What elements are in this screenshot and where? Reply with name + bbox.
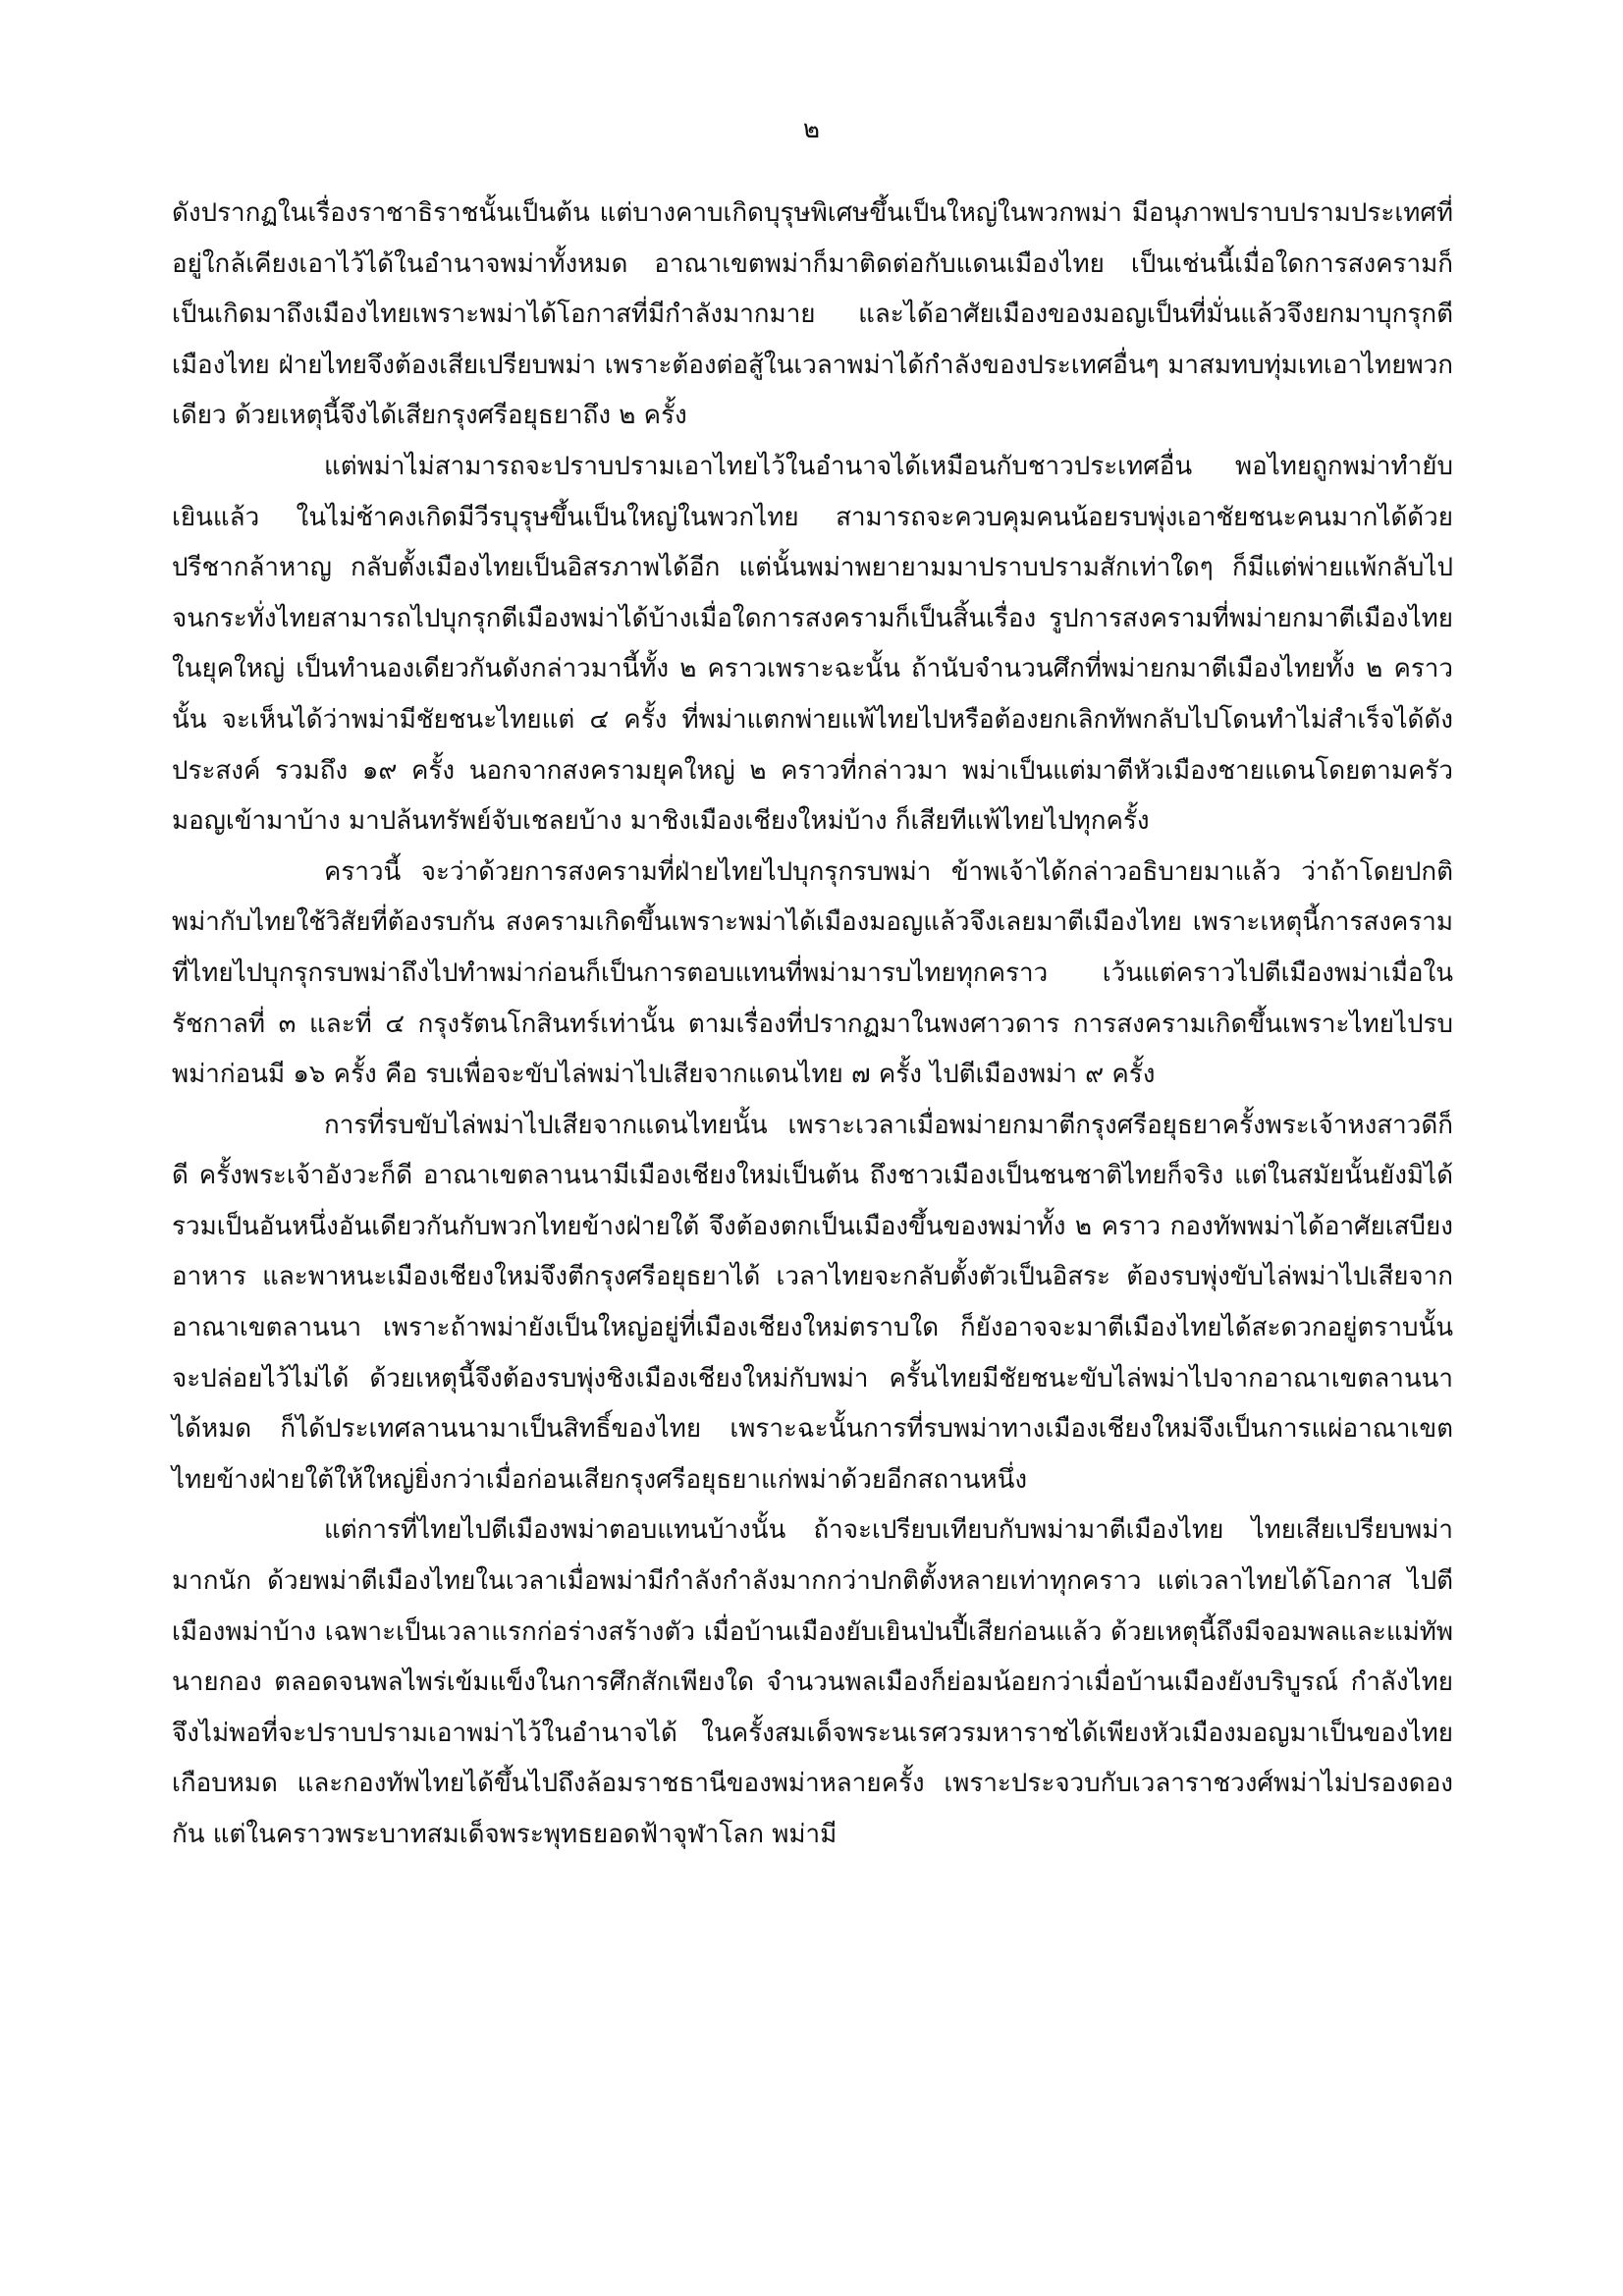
paragraph-3: คราวนี้ จะว่าด้วยการสงครามที่ฝ่ายไทยไปบุกรุกรบพม่า ข้าพเจ้าได้กล่าวอธิบายมาแล้ว ว่าถ้าโดยปกติพม่ากับไทยใช้วิสัยที่ต้องรบกัน สงครามเกิดขึ้นเพราะพม่าได้เมืองมอญแล้วจึงเลยมาตีเมืองไทย เพราะเหตุนี้การสงครามที่ไทยไปบุกรุกรบพม่าถึงไปทำพม่าก่อนก็เป็นการตอบแทนที่พม่ามารบไทยทุกคราว เว้นแต่คราวไปตีเมืองพม่าเมื่อในรัชกาลที่ ๓ และที่ ๔ กรุงรัตนโกสินทร์เท่านั้น ตามเรื่องที่ปรากฏมาในพงศาวดาร การสงครามเกิดขึ้นเพราะไทยไปรบพม่าก่อนมี ๑๖ ครั้ง คือ รบเพื่อจะขับไล่พม่าไปเสียจากแดนไทย ๗ ครั้ง ไปตีเมืองพม่า ๙ ครั้ง xyxy=(172,856,1453,1090)
page-number: ๒ xyxy=(802,115,821,144)
paragraph-5: แต่การที่ไทยไปตีเมืองพม่าตอบแทนบ้างนั้น ถ้าจะเปรียบเทียบกับพม่ามาตีเมืองไทย ไทยเสียเปรียบพม่ามากนัก ด้วยพม่าตีเมืองไทยในเวลาเมื่อพม่ามีกำลังกำลังมากกว่าปกติตั้งหลายเท่าทุกคราว แต่เวลาไทยได้โอกาส ไปตีเมืองพม่าบ้าง เฉพาะเป็นเวลาแรกก่อร่างสร้างตัว เมื่อบ้านเมืองยับเยินป่นปี้เสียก่อนแล้ว ด้วยเหตุนี้ถึงมีจอมพลและแม่ทัพนายกอง ตลอดจนพลไพร่เข้มแข็งในการศึกสักเพียงใด จำนวนพลเมืองก็ย่อมน้อยกว่าเมื่อบ้านเมืองยังบริบูรณ์ กำลังไทยจึงไม่พอที่จะปราบปรามเอาพม่าไว้ในอำนาจได้ ในครั้งสมเด็จพระนเรศวรมหาราชได้เพียงหัวเมืองมอญมาเป็นของไทยเกือบหมด และกองทัพไทยได้ขึ้นไปถึงล้อมราชธานีของพม่าหลายครั้ง เพราะประจวบกับเวลาราชวงศ์พม่าไม่ปรองดองกัน แต่ในคราวพระบาทสมเด็จพระพุทธยอดฟ้าจุฬาโลก พม่ามี xyxy=(172,1515,1453,1849)
paragraph-1: ดังปรากฏในเรื่องราชาธิราชนั้นเป็นต้น แต่บางคาบเกิดบุรุษพิเศษขึ้นเป็นใหญ่ในพวกพม่า มีอนุภาพปราบปรามประเทศที่อยู่ใกล้เคียงเอาไว้ได้ในอำนาจพม่าทั้งหมด อาณาเขตพม่าก็มาติดต่อกับแดนเมืองไทย เป็นเช่นนี้เมื่อใดการสงครามก็เป็นเกิดมาถึงเมืองไทยเพราะพม่าได้โอกาสที่มีกำลังมากมาย และได้อาศัยเมืองของมอญเป็นที่มั่นแล้วจึงยกมาบุกรุกตีเมืองไทย ฝ่ายไทยจึงต้องเสียเปรียบพม่า เพราะต้องต่อสู้ในเวลาพม่าได้กำลังของประเทศอื่นๆ มาสมทบทุ่มเทเอาไทยพวกเดียว ด้วยเหตุนี้จึงได้เสียกรุงศรีอยุธยาถึง ๒ ครั้ง xyxy=(172,198,1453,431)
body-text xyxy=(172,189,1453,1861)
paragraph-2: แต่พม่าไม่สามารถจะปราบปรามเอาไทยไว้ในอำนาจได้เหมือนกับชาวประเทศอื่น พอไทยถูกพม่าทำยับเยินแล้ว ในไม่ช้าคงเกิดมีวีรบุรุษขึ้นเป็นใหญ่ในพวกไทย สามารถจะควบคุมคนน้อยรบพุ่งเอาชัยชนะคนมากได้ด้วยปรีชากล้าหาญ กลับตั้งเมืองไทยเป็นอิสรภาพได้อีก แต่นั้นพม่าพยายามมาปราบปรามสักเท่าใดๆ ก็มีแต่พ่ายแพ้กลับไป จนกระทั่งไทยสามารถไปบุกรุกตีเมืองพม่าได้บ้างเมื่อใดการสงครามก็เป็นสิ้นเรื่อง รูปการสงครามที่พม่ายกมาตีเมืองไทยในยุคใหญ่ เป็นทำนองเดียวกันดังกล่าวมานี้ทั้ง ๒ คราวเพราะฉะนั้น ถ้านับจำนวนศึกที่พม่ายกมาตีเมืองไทยทั้ง ๒ คราวนั้น จะเห็นได้ว่าพม่ามีชัยชนะไทยแต่ ๔ ครั้ง ที่พม่าแตกพ่ายแพ้ไทยไปหรือต้องยกเลิกทัพกลับไปโดนทำไม่สำเร็จได้ดังประสงค์ รวมถึง ๑๙ ครั้ง นอกจากสงครามยุคใหญ่ ๒ คราวที่กล่าวมา พม่าเป็นแต่มาตีหัวเมืองชายแดนโดยตามครัวมอญเข้ามาบ้าง มาปล้นทรัพย์จับเชลยบ้าง มาชิงเมืองเชียงใหม่บ้าง ก็เสียทีแพ้ไทยไปทุกครั้ง xyxy=(172,451,1453,837)
paragraph-4: การที่รบขับไล่พม่าไปเสียจากแดนไทยนั้น เพราะเวลาเมื่อพม่ายกมาตีกรุงศรีอยุธยาครั้งพระเจ้าหงสาวดีก็ดี ครั้งพระเจ้าอังวะก็ดี อาณาเขตลานนามีเมืองเชียงใหม่เป็นต้น ถึงชาวเมืองเป็นชนชาติไทยก็จริง แต่ในสมัยนั้นยังมิได้รวมเป็นอันหนึ่งอันเดียวกันกับพวกไทยข้างฝ่ายใต้ จึงต้องตกเป็นเมืองขึ้นของพม่าทั้ง ๒ คราว กองทัพพม่าได้อาศัยเสบียงอาหาร และพาหนะเมืองเชียงใหม่จึงตีกรุงศรีอยุธยาได้ เวลาไทยจะกลับตั้งตัวเป็นอิสระ ต้องรบพุ่งขับไล่พม่าไปเสียจากอาณาเขตลานนา เพราะถ้าพม่ายังเป็นใหญ่อยู่ที่เมืองเชียงใหม่ตราบใด ก็ยังอาจจะมาตีเมืองไทยได้สะดวกอยู่ตราบนั้นจะปล่อยไว้ไม่ได้ ด้วยเหตุนี้จึงต้องรบพุ่งชิงเมืองเชียงใหม่กับพม่า ครั้นไทยมีชัยชนะขับไล่พม่าไปจากอาณาเขตลานนาได้หมด ก็ได้ประเทศลานนามาเป็นสิทธิ์ของไทย เพราะฉะนั้นการที่รบพม่าทางเมืองเชียงใหม่จึงเป็นการแผ่อาณาเขตไทยข้างฝ่ายใต้ให้ใหญ่ยิ่งกว่าเมื่อก่อนเสียกรุงศรีอยุธยาแก่พม่าด้วยอีกสถานหนึ่ง xyxy=(172,1110,1453,1495)
